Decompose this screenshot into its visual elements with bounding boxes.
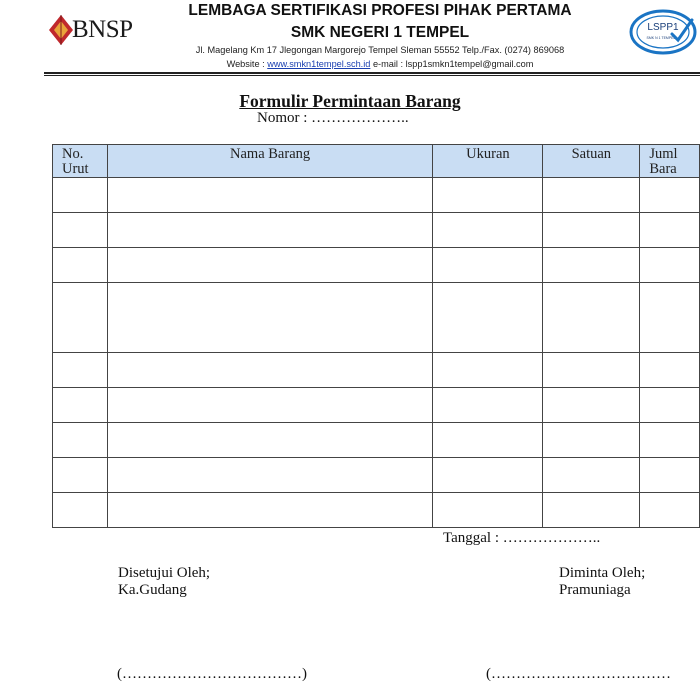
cell-satuan[interactable] (543, 493, 640, 528)
approved-by-label: Disetujui Oleh; (118, 565, 211, 581)
email-address: lspp1smkn1tempel@gmail.com (405, 59, 534, 69)
lsp-logo-subtext: SMK N 1 TEMPEL (646, 36, 676, 40)
requester-block (559, 565, 645, 599)
cell-nama-barang[interactable] (107, 493, 433, 528)
cell-nama-barang[interactable] (107, 283, 433, 353)
cell-ukuran[interactable] (433, 283, 543, 353)
cell-nama-barang[interactable] (107, 388, 433, 423)
col-header-jumlah-barang: Juml Bara (640, 145, 700, 178)
nomor-field: Nomor : ……………….. (257, 110, 409, 126)
cell-nama-barang[interactable] (107, 178, 433, 213)
col-header-no-urut: No. Urut (53, 145, 108, 178)
cell-ukuran[interactable] (433, 423, 543, 458)
cell-ukuran[interactable] (433, 388, 543, 423)
cell-nama-barang[interactable] (107, 353, 433, 388)
cell-satuan[interactable] (543, 423, 640, 458)
contact-line (140, 59, 620, 69)
cell-satuan[interactable] (543, 283, 640, 353)
header-divider-thin (44, 75, 700, 76)
cell-satuan[interactable] (543, 458, 640, 493)
cell-no-urut[interactable] (53, 388, 108, 423)
approver-block (118, 565, 210, 599)
table-row (53, 213, 700, 248)
cell-ukuran[interactable] (433, 213, 543, 248)
cell-nama-barang[interactable] (107, 423, 433, 458)
cell-nama-barang[interactable] (107, 213, 433, 248)
cell-satuan[interactable] (543, 213, 640, 248)
requested-by-role: Pramuniaga (559, 582, 631, 598)
approver-signature-line: (………………………………) (117, 666, 307, 682)
website-label: Website : (226, 59, 268, 69)
cell-satuan[interactable] (543, 178, 640, 213)
email-label: e-mail : (370, 59, 406, 69)
cell-no-urut[interactable] (53, 458, 108, 493)
table-row (53, 423, 700, 458)
cell-jumlah-barang[interactable] (640, 213, 700, 248)
cell-satuan[interactable] (543, 248, 640, 283)
cell-jumlah-barang[interactable] (640, 388, 700, 423)
table-row (53, 458, 700, 493)
cell-no-urut[interactable] (53, 353, 108, 388)
table-row (53, 353, 700, 388)
cell-satuan[interactable] (543, 353, 640, 388)
col-header-satuan: Satuan (543, 145, 640, 178)
cell-ukuran[interactable] (433, 458, 543, 493)
header-divider (44, 72, 700, 74)
cell-no-urut[interactable] (53, 248, 108, 283)
cell-nama-barang[interactable] (107, 458, 433, 493)
cell-jumlah-barang[interactable] (640, 353, 700, 388)
institution-name: LEMBAGA SERTIFIKASI PROFESI PIHAK PERTAMA (188, 2, 572, 19)
website-link[interactable]: www.smkn1tempel.sch.id (267, 59, 371, 69)
bnsp-logo-text: BNSP (72, 16, 133, 43)
cell-ukuran[interactable] (433, 353, 543, 388)
cell-no-urut[interactable] (53, 178, 108, 213)
table-row (53, 493, 700, 528)
lsp-logo (628, 8, 698, 56)
requested-by-label: Diminta Oleh; (559, 565, 646, 581)
cell-ukuran[interactable] (433, 248, 543, 283)
cell-satuan[interactable] (543, 388, 640, 423)
cell-nama-barang[interactable] (107, 248, 433, 283)
request-items-table (52, 144, 700, 528)
school-name: SMK NEGERI 1 TEMPEL (290, 24, 470, 41)
lsp-logo-text: LSPP1 (647, 22, 679, 33)
table-row (53, 178, 700, 213)
cell-ukuran[interactable] (433, 178, 543, 213)
table-header-row (53, 145, 700, 178)
cell-no-urut[interactable] (53, 493, 108, 528)
bnsp-logo (44, 12, 142, 48)
approved-by-role: Ka.Gudang (118, 582, 187, 598)
cell-jumlah-barang[interactable] (640, 283, 700, 353)
school-address: Jl. Magelang Km 17 Jlegongan Margorejo Tempel Sleman 55552 Telp./Fax. (0274) 869068 (195, 45, 565, 55)
table-row (53, 283, 700, 353)
col-header-nama-barang: Nama Barang (107, 145, 433, 178)
tanggal-field: Tanggal : ……………….. (443, 530, 601, 546)
table-row (53, 248, 700, 283)
cell-jumlah-barang[interactable] (640, 458, 700, 493)
cell-jumlah-barang[interactable] (640, 493, 700, 528)
cell-no-urut[interactable] (53, 213, 108, 248)
form-title: Formulir Permintaan Barang (239, 91, 461, 111)
cell-no-urut[interactable] (53, 423, 108, 458)
cell-jumlah-barang[interactable] (640, 248, 700, 283)
table-body (53, 178, 700, 528)
cell-jumlah-barang[interactable] (640, 178, 700, 213)
requester-signature-line: (……………………………… (486, 666, 671, 682)
col-header-ukuran: Ukuran (433, 145, 543, 178)
cell-no-urut[interactable] (53, 283, 108, 353)
cell-ukuran[interactable] (433, 493, 543, 528)
table-row (53, 388, 700, 423)
cell-jumlah-barang[interactable] (640, 423, 700, 458)
